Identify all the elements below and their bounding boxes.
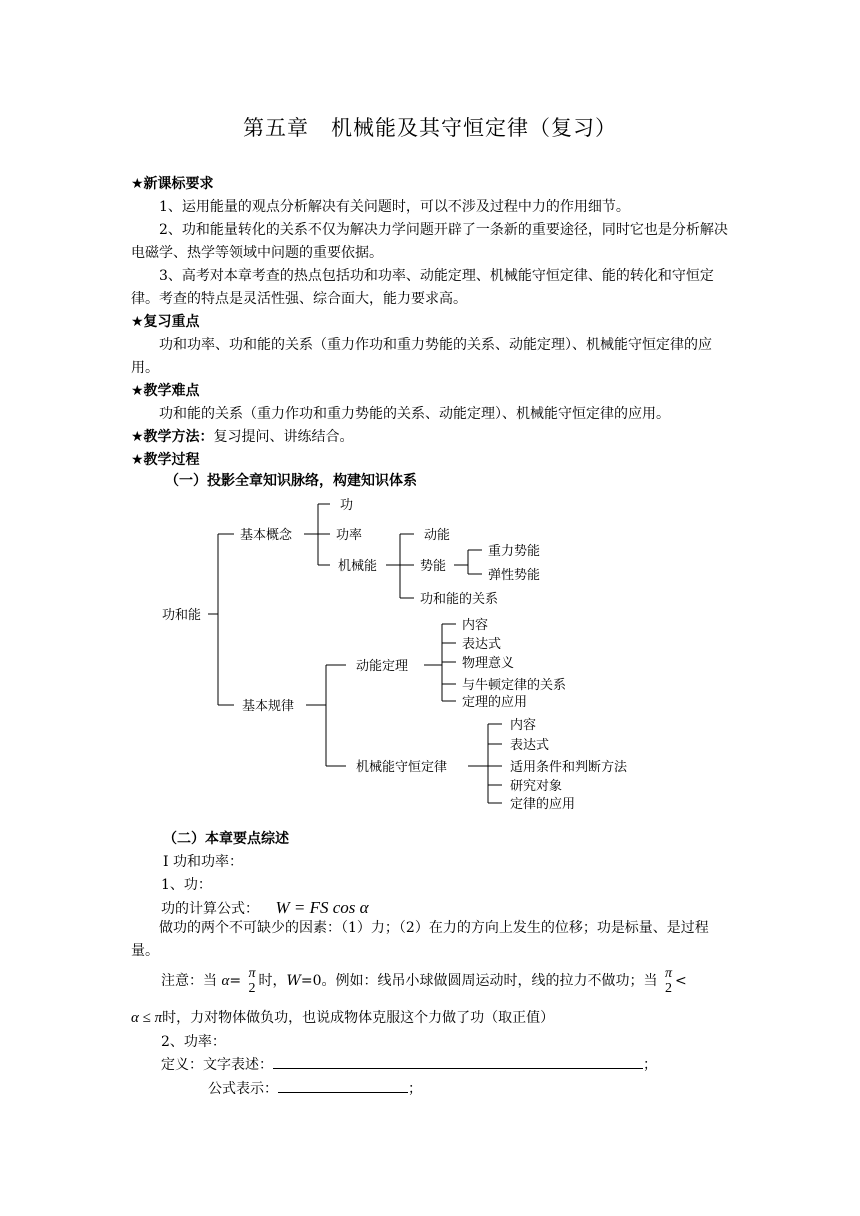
section-heading-process: ★教学过程 [131,452,200,468]
fraction-denominator: 2 [248,981,256,996]
formula-rep-line [208,1078,808,1101]
definition-label: 定义：文字表述： [161,1057,273,1073]
subsection-heading: （一）投影全章知识脉络，构建知识体系 [165,473,417,489]
node-ke-item: 内容 [462,618,489,633]
node-cons-item: 适用条件和判断方法 [510,760,628,775]
node-elastic-pe: 弹性势能 [488,568,541,583]
node-mech-energy: 机械能 [338,559,378,574]
note-text: 时，力对物体做负功，也说成物体克服这个力做了功（取正值） [162,1010,555,1026]
method-line [131,426,731,449]
punctuation: ； [643,1057,657,1073]
node-root: 功和能 [162,608,202,623]
paragraph: 1、运用能量的观点分析解决有关问题时，可以不涉及过程中力的作用细节。 [159,199,630,215]
paragraph: 3、高考对本章考查的热点包括功和功率、动能定理、机械能守恒定律、能的转化和守恒定律。考查的特点是灵活性强、综合面大，能力要求高。 [131,268,714,307]
node-cons-item: 内容 [510,718,537,733]
less-than-sign: < [675,973,687,989]
node-ke-item: 表达式 [462,637,502,652]
note-text: 时， [258,973,287,989]
node-kinetic: 动能 [424,528,451,543]
fraction-pi-over-2 [665,966,672,996]
fill-blank[interactable] [273,1054,643,1069]
section-heading-new-standard: ★新课标要求 [131,176,214,192]
node-work-energy: 功和能的关系 [420,592,499,607]
node-gravity-pe: 重力势能 [488,544,541,559]
fraction-denominator: 2 [665,981,673,996]
note-text: =0。例如：线吊小球做圆周运动时，线的拉力不做功；当 [300,973,658,989]
definition-line [161,1054,761,1077]
paragraph: 功和功率、功和能的关系（重力作功和重力势能的关系、动能定理）、机械能守恒定律的应用。 [131,337,712,376]
note-line-2 [131,1007,731,1030]
summary-item: Ⅰ 功和功率： [163,854,243,870]
fraction-numerator: π [665,966,673,981]
note-line [161,966,741,996]
node-potential: 势能 [420,559,447,574]
node-laws: 基本规律 [242,699,295,714]
node-cons-item: 定律的应用 [510,797,576,812]
node-work: 功 [340,498,354,513]
summary-item: 2、功率： [161,1034,226,1050]
paragraph: 功和能的关系（重力作功和重力势能的关系、动能定理）、机械能守恒定律的应用。 [159,406,670,422]
alpha-symbol: α [221,973,230,989]
node-ke-item: 定理的应用 [462,695,528,710]
node-cons-item: 研究对象 [510,779,563,794]
alpha-range: α ≤ π [131,1010,163,1026]
node-cons-item: 表达式 [510,738,550,753]
section-heading-review-focus: ★复习重点 [131,314,200,330]
knowledge-diagram [0,490,860,820]
punctuation: ； [408,1081,422,1097]
section-heading-method: ★教学方法： [131,429,214,445]
w-symbol: W [286,973,301,989]
node-ke-theorem: 动能定理 [356,659,409,674]
work-formula: W = FS cos α [275,898,369,917]
method-text: 复习提问、讲练结合。 [213,429,354,445]
fraction-numerator: π [248,966,256,981]
note-text: 注意：当 [161,973,217,989]
node-ke-item: 物理意义 [462,656,515,671]
node-conservation: 机械能守恒定律 [356,760,448,775]
node-ke-item: 与牛顿定律的关系 [462,678,567,693]
fill-blank[interactable] [278,1078,408,1093]
formula-label: 功的计算公式： [161,901,259,917]
equals-sign: = [229,973,242,989]
paragraph: 做功的两个不可缺少的因素：（1）力；（2）在力的方向上发生的位移；功是标量、是过程量。 [131,920,709,959]
fraction-pi-over-2 [249,966,256,996]
summary-item: 1、功： [161,877,212,893]
formula-rep-label: 公式表示： [208,1081,278,1097]
paragraph: 2、功和能量转化的关系不仅为解决力学问题开辟了一条新的重要途径，同时它也是分析解决电磁学、热学等领域中问题的重要依据。 [131,222,728,261]
section-heading-difficulty: ★教学难点 [131,383,200,399]
node-concepts: 基本概念 [240,528,293,543]
subsection-heading: （二）本章要点综述 [163,831,289,847]
page-title: 第五章 机械能及其守恒定律（复习） [243,116,617,140]
node-power: 功率 [336,528,363,543]
